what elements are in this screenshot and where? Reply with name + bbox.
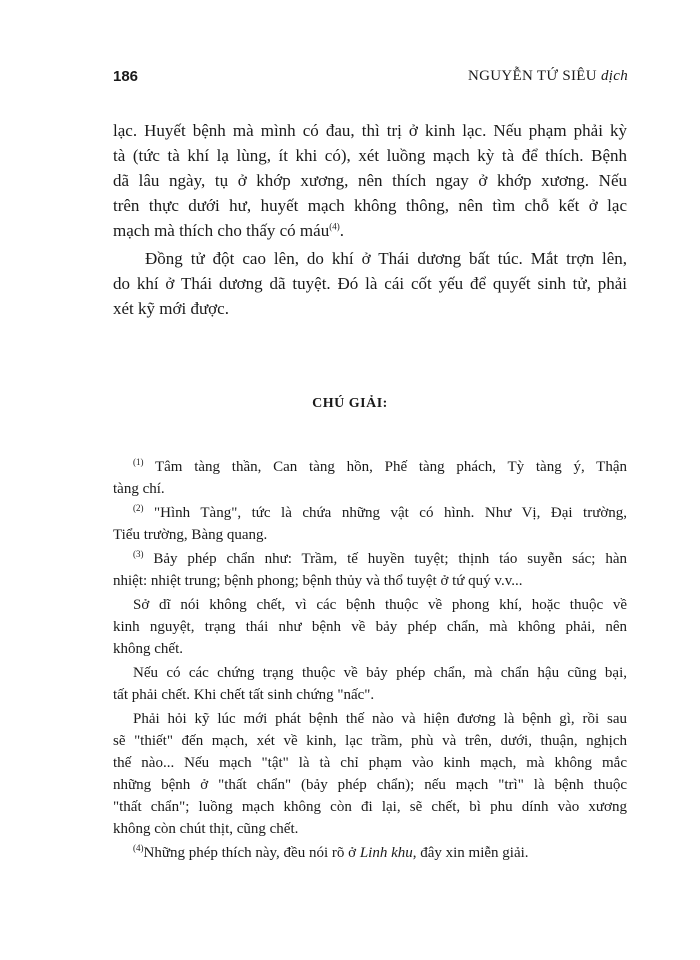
paragraph [113, 548, 627, 592]
text-line: xét kỹ mới được. [113, 299, 229, 318]
running-header [468, 68, 628, 85]
page-number: 186 [113, 68, 139, 85]
running-title: NGUYỄN TỨ SIÊU [468, 68, 597, 84]
text-line: tàng chí. [113, 481, 165, 497]
text-line: $^{(1)}$ Tâm tàng thần, Can tàng hồn, Phế tàng phách, Tỳ tàng ý, Thận [133, 457, 627, 475]
text-line: lạc. Huyết bệnh mà mình có đau, thì trị ở kinh lạc. Nếu phạm phải kỳ [113, 121, 627, 140]
text-line: những bệnh ở "thất chẩn" (bảy phép chẩn); nếu mạch "trì" là bệnh thuộc [113, 777, 627, 793]
book-title: Linh khu [359, 845, 413, 861]
paragraph [113, 456, 627, 500]
paragraph [113, 246, 627, 321]
text-line: do khí ở Thái dương dã tuyệt. Đó là cái cốt yếu để quyết sinh tử, phải [113, 274, 627, 293]
text-line: "thất chẩn"; luồng mạch không còn đi lại, sẽ chết, bì phu dính vào xương [113, 799, 627, 815]
text-line: trên thực dưới hư, huyết mạch không thông, nên tìm chỗ kết ở lạc [113, 196, 627, 215]
paragraph [113, 662, 627, 706]
text-line: nhiệt: nhiệt trung; bệnh phong; bệnh thủy và thổ tuyệt ở tứ quý v.v... [113, 573, 523, 589]
body-text [113, 118, 627, 321]
text-line: $^{(4)}$Những phép thích này, đều nói rõ ở Linh khu, đây xin miễn giải. [133, 843, 529, 861]
text-line: không còn chút thịt, cũng chết. [113, 821, 299, 837]
text-line: $^{(2)}$ "Hình Tàng", tức là chứa những vật có hình. Như Vị, Đại trường, [133, 503, 628, 521]
notes-heading: CHÚ GIẢI: [312, 396, 388, 411]
text-line: không chết. [113, 641, 183, 657]
paragraph [113, 118, 627, 243]
paragraph [113, 502, 627, 546]
paragraph [113, 594, 627, 660]
text-line: Tiểu trường, Bàng quang. [113, 527, 268, 543]
footnote-marker: (3) [133, 549, 144, 559]
running-title-suffix: dịch [600, 68, 628, 84]
footnote-marker: (2) [133, 503, 144, 513]
text-line: Đồng tử đột cao lên, do khí ở Thái dương bất túc. Mắt trợn lên, [145, 249, 627, 268]
paragraph [113, 842, 627, 864]
paragraph [113, 708, 627, 840]
text-line: Nếu có các chứng trạng thuộc về bảy phép chẩn, mà chẩn hậu cũng bại, [133, 665, 627, 681]
text-line: sẽ "thiết" đến mạch, xét về kinh, lạc trầm, phù và trên, dưới, thuận, nghịch [113, 733, 627, 749]
text-line: thế nào... Nếu mạch "tật" là tà chỉ phạm vào kinh mạch, mà không mắc [113, 755, 627, 771]
notes-section [113, 456, 627, 864]
text-line: tà (tức tà khí lạ lùng, ít khi có), xét luồng mạch kỳ tà để thích. Bệnh [113, 146, 627, 165]
text-line: mạch mà thích cho thấy có máu$^{(4)}$. [113, 221, 344, 240]
footnote-marker: (1) [133, 457, 144, 467]
text-line: $^{(3)}$ Bảy phép chẩn như: Trầm, tế huyền tuyệt; thịnh táo suyễn sác; hàn [133, 549, 627, 567]
text-line: dã lâu ngày, tụ ở khớp xương, nên thích ngay ở khớp xương. Nếu [113, 171, 627, 190]
text-line: kinh nguyệt, trạng thái như bệnh về bảy phép chẩn, mà không phải, nên [113, 619, 627, 635]
text-line: Phải hỏi kỹ lúc mới phát bệnh thế nào và hiện đương là bệnh gì, rồi sau [133, 711, 627, 727]
text-line: Sở dĩ nói không chết, vì các bệnh thuộc về phong khí, hoặc thuộc về [133, 597, 627, 613]
text-line: tất phải chết. Khi chết tất sinh chứng "nấc". [113, 687, 375, 703]
footnote-ref: (4) [329, 221, 340, 232]
footnote-marker: (4) [133, 843, 144, 853]
